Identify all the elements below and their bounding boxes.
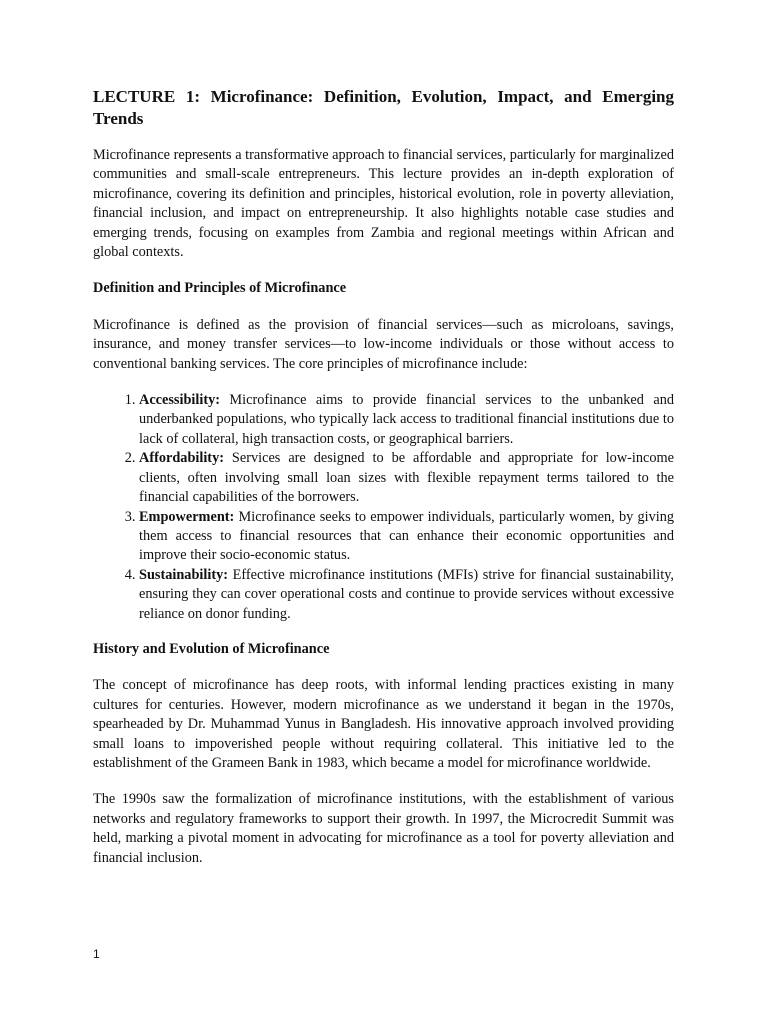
list-item xyxy=(139,566,674,624)
list-item-term: Empowerment: xyxy=(139,508,235,525)
principles-list xyxy=(93,391,674,624)
list-item xyxy=(139,449,674,507)
page-title: LECTURE 1: Microfinance: Definition, Evolution, Impact, and Emerging Trends xyxy=(93,87,674,128)
list-item-text: Services are designed to be affordable and appropriate for low-income clients, often involving small loan sizes with flexible repayment terms tailored to the financial capabilities of the borrowers. xyxy=(139,450,674,506)
list-item-text: Microfinance seeks to empower individuals, particularly women, by giving them access to financial resources that can enhance their economic opportunities and improve their socio-economic status. xyxy=(139,508,674,564)
history-paragraph: The concept of microfinance has deep roots, with informal lending practices existing in many cultures for centuries. However, modern microfinance as we understand it began in the 1970s, spearheaded by Dr. Muhammad Yunus in Bangladesh. His innovative approach involved providing small loans to impoverished people without requiring collateral. This initiative led to the establishment of the Grameen Bank in 1983, which became a model for microfinance worldwide. xyxy=(93,677,674,771)
list-item xyxy=(139,508,674,566)
list-item xyxy=(139,391,674,449)
document-page xyxy=(93,86,674,885)
intro-paragraph: Microfinance represents a transformative approach to financial services, particularly for marginalized communities and small-scale entrepreneurs. This lecture provides an in-depth exploration of microfinance, covering its definition and principles, historical evolution, role in poverty alleviation, financial inclusion, and impact on entrepreneurship. It also highlights notable case studies and emerging trends, focusing on examples from Zambia and regional meetings within African and global contexts. xyxy=(93,147,674,261)
history-paragraph: The 1990s saw the formalization of microfinance institutions, with the establishment of various networks and regulatory frameworks to support their growth. In 1997, the Microcredit Summit was held, marking a pivotal moment in advocating for microfinance as a tool for poverty alleviation and financial inclusion. xyxy=(93,791,674,866)
section-heading-definition: Definition and Principles of Microfinance xyxy=(93,280,347,297)
definition-paragraph: Microfinance is defined as the provision of financial services—such as microloans, savings, insurance, and money transfer services—to low-income individuals or those without access to conventional banking services. The core principles of microfinance include: xyxy=(93,316,674,372)
section-heading-history: History and Evolution of Microfinance xyxy=(93,640,330,657)
list-item-term: Sustainability: xyxy=(139,566,228,583)
list-item-term: Accessibility: xyxy=(139,392,220,409)
list-item-term: Affordability: xyxy=(139,450,224,467)
list-item-text: Effective microfinance institutions (MFIs) strive for financial sustainability, ensuring they can cover operational costs and continue to provide services without excessive reliance on donor funding. xyxy=(139,566,674,622)
list-item-text: Microfinance aims to provide financial services to the unbanked and underbanked populations, who typically lack access to traditional financial institutions due to lack of collateral, high transaction costs, or geographical barriers. xyxy=(139,392,674,447)
page-number: 1 xyxy=(93,947,100,961)
